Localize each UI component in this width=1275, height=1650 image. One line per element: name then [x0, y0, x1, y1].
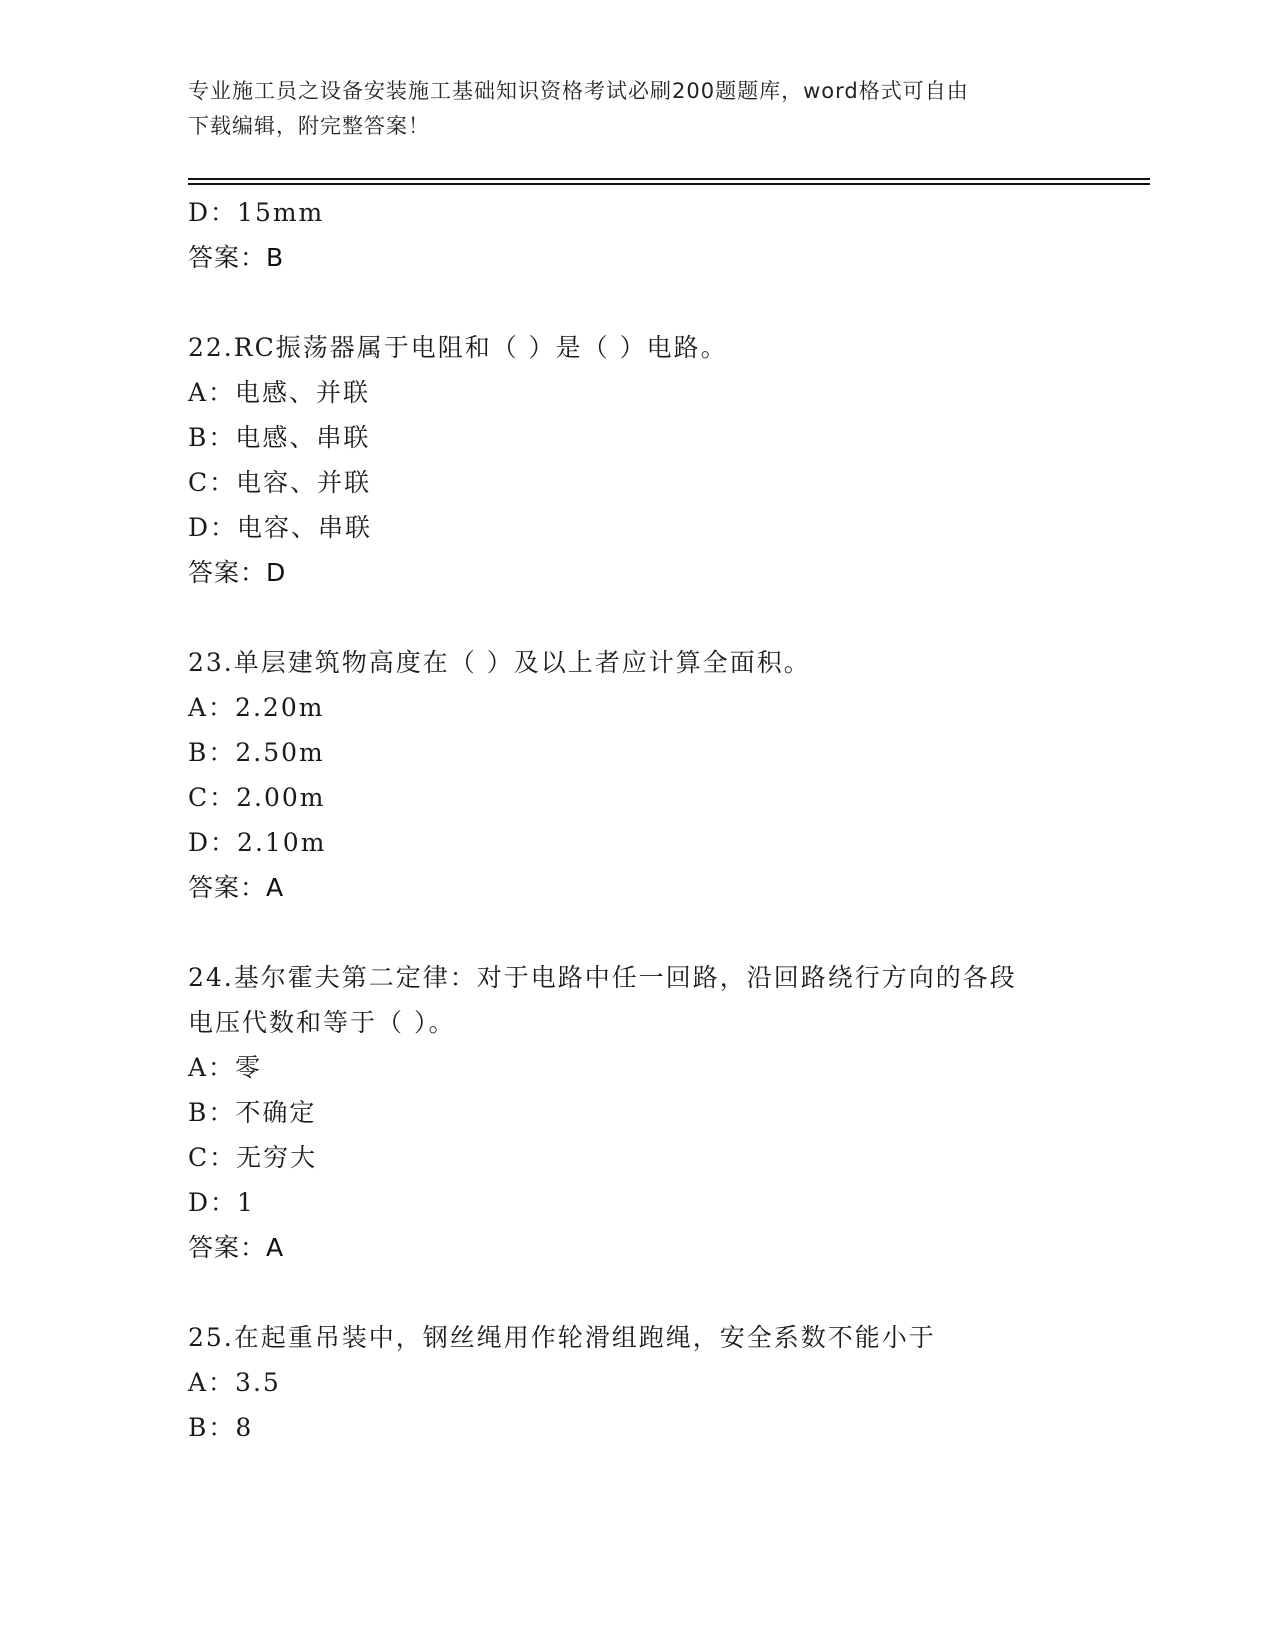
question-list — [188, 190, 1088, 1450]
q23-option-d: D：2.10m — [188, 828, 327, 857]
spacer — [188, 280, 1088, 325]
q22-stem: 22.RC振荡器属于电阻和（ ）是（ ）电路。 — [188, 333, 728, 362]
q23-option-b: B：2.50m — [188, 738, 325, 767]
q25-option-b: B：8 — [188, 1413, 254, 1442]
q24-option-b: B：不确定 — [188, 1098, 317, 1127]
document-header — [188, 74, 1068, 144]
q22-option-d: D：电容、串联 — [188, 513, 373, 542]
header-title-line-2: 下载编辑，附完整答案！ — [188, 114, 430, 138]
q24-option-a: A：零 — [188, 1053, 263, 1082]
header-divider-bottom — [188, 183, 1150, 185]
q22-answer: 答案：D — [188, 558, 287, 587]
q21-option-d: D：15mm — [188, 198, 325, 227]
q24-stem-line-2: 电压代数和等于（ ）。 — [188, 1008, 456, 1037]
q23-option-c: C：2.00m — [188, 783, 326, 812]
q24-option-c: C：无穷大 — [188, 1143, 318, 1172]
spacer — [188, 595, 1088, 640]
header-title-line-1: 专业施工员之设备安装施工基础知识资格考试必刷200题题库，word格式可自由 — [188, 79, 969, 103]
spacer — [188, 910, 1088, 955]
q24-option-d: D：1 — [188, 1188, 255, 1217]
q22-option-b: B：电感、串联 — [188, 423, 371, 452]
q21-answer: 答案：B — [188, 243, 285, 272]
q25-option-a: A：3.5 — [188, 1368, 281, 1397]
spacer — [188, 1270, 1088, 1315]
q25-stem: 25.在起重吊装中，钢丝绳用作轮滑组跑绳，安全系数不能小于 — [188, 1323, 936, 1352]
q24-answer: 答案：A — [188, 1233, 285, 1262]
q23-stem: 23.单层建筑物高度在（ ）及以上者应计算全面积。 — [188, 648, 811, 677]
q22-option-c: C：电容、并联 — [188, 468, 372, 497]
q23-answer: 答案：A — [188, 873, 285, 902]
q23-option-a: A：2.20m — [188, 693, 325, 722]
q22-option-a: A：电感、并联 — [188, 378, 371, 407]
header-divider-top — [188, 178, 1150, 180]
q24-stem-line-1: 24.基尔霍夫第二定律：对于电路中任一回路，沿回路绕行方向的各段 — [188, 963, 1017, 992]
